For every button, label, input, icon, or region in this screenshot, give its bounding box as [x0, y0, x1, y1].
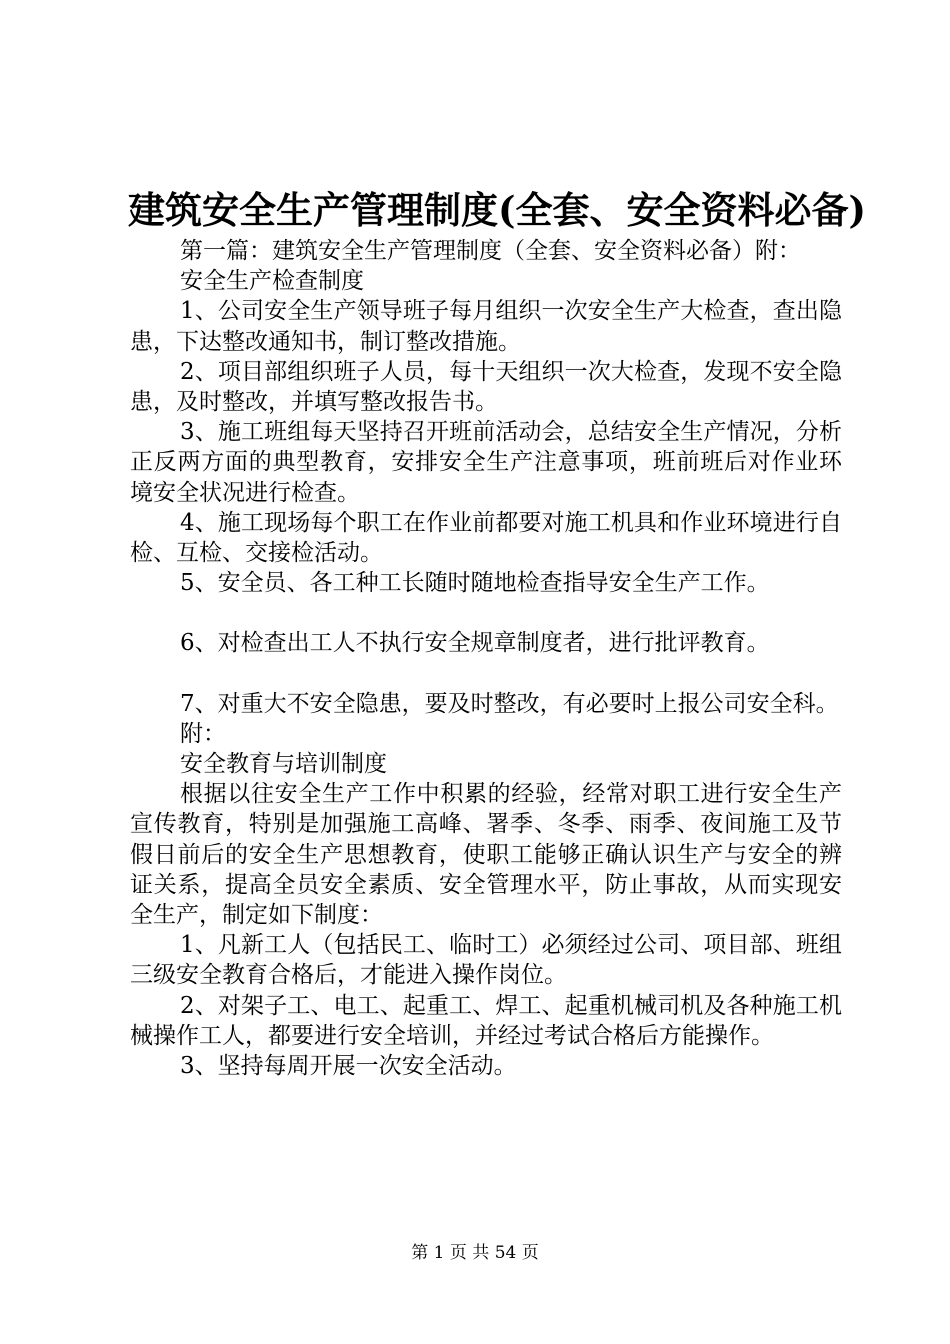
inspection-rule-4: 4、施工现场每个职工在作业前都要对施工机具和作业环境进行自检、互检、交接检活动。: [130, 509, 842, 567]
inspection-rule-7: 7、对重大不安全隐患，要及时整改，有必要时上报公司安全科。: [180, 690, 839, 717]
section-heading-safety-inspection: 安全生产检查制度: [180, 268, 364, 295]
inspection-rule-5: 5、安全员、各工种工长随时随地检查指导安全生产工作。: [180, 570, 770, 597]
inspection-rule-6: 6、对检查出工人不执行安全规章制度者，进行批评教育。: [180, 630, 770, 657]
inspection-rule-3: 3、施工班组每天坚持召开班前活动会，总结安全生产情况，分析正反两方面的典型教育，安排安全生产注意事项，班前班后对作业环境安全状况进行检查。: [130, 419, 842, 506]
document-title: 建筑安全生产管理制度(全套、安全资料必备): [128, 188, 867, 232]
education-intro-paragraph: 根据以往安全生产工作中积累的经验，经常对职工进行安全生产宣传教育，特别是加强施工高峰、署季、冬季、雨季、夜间施工及节假日前后的安全生产思想教育，使职工能够正确认识生产与安全的辨证关系，提高全员安全素质、安全管理水平，防止事故，从而实现安全生产，制定如下制度：: [130, 781, 842, 929]
appendix-label: 附：: [180, 720, 226, 747]
inspection-rule-2: 2、项目部组织班子人员，每十天组织一次大检查，发现不安全隐患，及时整改，并填写整改报告书。: [130, 358, 842, 416]
inspection-rule-1: 1、公司安全生产领导班子每月组织一次安全生产大检查，查出隐患，下达整改通知书，制订整改措施。: [130, 298, 842, 355]
education-rule-1: 1、凡新工人（包括民工、临时工）必须经过公司、项目部、班组三级安全教育合格后，才能进入操作岗位。: [130, 932, 842, 989]
education-rule-2: 2、对架子工、电工、起重工、焊工、起重机械司机及各种施工机械操作工人，都要进行安全培训，并经过考试合格后方能操作。: [130, 992, 842, 1049]
paragraph-chapter-heading: 第一篇：建筑安全生产管理制度（全套、安全资料必备）附：: [180, 238, 801, 264]
page-number-footer: 第 1 页 共 54 页: [411, 1243, 539, 1263]
education-rule-3: 3、坚持每周开展一次安全活动。: [180, 1053, 517, 1080]
document-body: [130, 236, 842, 1081]
section-heading-safety-education: 安全教育与培训制度: [180, 751, 387, 778]
